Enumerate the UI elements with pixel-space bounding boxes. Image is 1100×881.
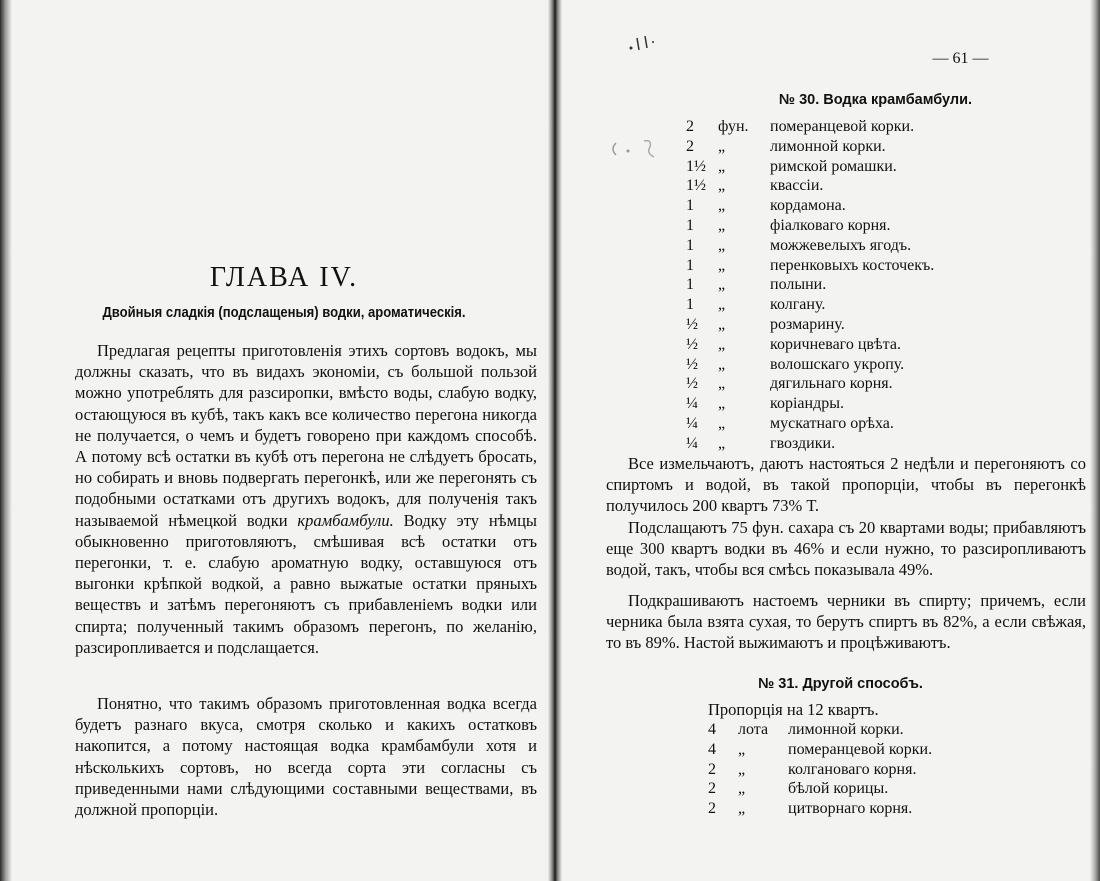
recipe-30-paragraph-2-text: Подслащаютъ 75 фун. сахара съ 20 квартами воды; прибавляютъ еще 300 квартъ водки въ 46% и если нужно, то разсиропливаютъ водой, такъ, чтобы вся смѣсь показывала 49%. [606, 518, 1086, 580]
ingredient-qty: ½ [686, 315, 698, 333]
ingredient-name: померанцевой корки. [788, 740, 933, 758]
ingredient-unit: „ [718, 137, 726, 155]
ingredient-row [686, 117, 934, 137]
ingredient-qty: 1 [686, 236, 694, 254]
paragraph-1 [75, 340, 537, 658]
ingredient-qty: 1 [686, 197, 694, 215]
ingredient-unit: лота [738, 721, 769, 738]
recipe-31-ingredients [708, 720, 932, 819]
ingredient-unit: „ [738, 740, 746, 758]
paragraph-1-text-a: Предлагая рецепты приготовленія этихъ сортовъ водокъ, мы должны сказать, что въ видахъ экономіи, съ большой пользой можно употреблять для разсиропки, вмѣсто воды, слабую водку, остающуюся въ кубѣ, такъ какъ все количество перегона никогда не получается, о чемъ и будетъ говорено при каждомъ способѣ. А потому всѣ остатки въ кубѣ отъ перегона не слѣдуетъ бросать, но собирать и вновь подвергать перегонкѣ, или же перегонять съ подобными остатками отъ другихъ водокъ, для полученія такъ называемой нѣмецкой водки [75, 341, 537, 530]
ingredient-unit: „ [718, 395, 726, 413]
ingredient-row [686, 434, 934, 454]
ingredient-name: римской ромашки. [770, 157, 897, 175]
ingredient-row [686, 394, 934, 414]
ingredient-qty: ¼ [686, 395, 698, 413]
ingredient-row [686, 275, 934, 295]
ingredient-row [708, 740, 932, 760]
ingredient-qty: 1 [686, 296, 694, 314]
ingredient-unit: „ [718, 315, 726, 333]
recipe-30-paragraph-1-text: Все измельчаютъ, даютъ настояться 2 недѣли и перегоняютъ со спиртомъ и водой, въ такой пропорціи, чтобы въ перегонкѣ получилось 200 квартъ 73% Т. [606, 454, 1086, 516]
ingredient-name: колгановаго корня. [788, 760, 917, 778]
ingredient-qty: 2 [708, 800, 716, 818]
ingredient-name: цитворнаго корня. [788, 800, 913, 818]
ingredient-name: померанцевой корки. [770, 118, 915, 135]
ingredient-unit: „ [738, 760, 746, 778]
paragraph-1-text-b: Водку эту нѣмцы обыкновенно приготовляютъ, смѣшивая всѣ остатки отъ перегонки, т. е. слабую ароматную водку, оставшуюся отъ выгонки крѣпкой водкой, а равно выжатые остатки пряныхъ веществъ и затѣмъ перегоняютъ съ прибавленіемъ водки или спирта; полученный такимъ образомъ перегонъ, по желанію, разсиропливается и подслащается. [75, 510, 537, 657]
ingredient-name: дягильнаго корня. [770, 375, 893, 393]
paragraph-2 [75, 693, 537, 820]
ingredient-name: волошскаго укропу. [770, 355, 905, 373]
ingredient-qty: 4 [708, 721, 716, 738]
ingredient-qty: ½ [686, 335, 698, 353]
ingredient-unit: „ [718, 355, 726, 373]
ingredient-row [686, 295, 934, 315]
ingredient-unit: „ [718, 414, 726, 432]
ingredient-row [686, 335, 934, 355]
ingredient-qty: 2 [708, 760, 716, 778]
ingredient-qty: 2 [686, 137, 694, 155]
ingredient-unit: „ [718, 434, 726, 452]
ingredient-unit: „ [718, 296, 726, 314]
left-page [22, 0, 542, 881]
ingredient-row [686, 196, 934, 216]
recipe-30-paragraph-2 [606, 517, 1086, 581]
ingredient-row [708, 760, 932, 780]
ingredient-qty: ¼ [686, 414, 698, 432]
page-number: — 61 — [932, 50, 989, 67]
ingredient-row [686, 256, 934, 276]
ingredient-qty: 1 [686, 256, 694, 274]
ingredient-name: перенковыхъ косточекъ. [770, 256, 935, 274]
chapter-subtitle: Двойныя сладкія (подслащеныя) водки, ароматическія. [102, 305, 466, 321]
paragraph-1-italic: крамбамбули. [297, 510, 394, 530]
ingredient-unit: „ [718, 236, 726, 254]
ingredient-name: лимонной корки. [770, 137, 886, 155]
ingredient-name: розмарину. [770, 315, 845, 333]
chapter-heading: ГЛАВА IV. [209, 262, 359, 293]
ingredient-name: фіалковаго корня. [770, 216, 891, 234]
ingredient-name: коричневаго цвѣта. [770, 335, 901, 353]
ingredient-row [686, 216, 934, 236]
recipe-30-paragraph-3 [606, 590, 1086, 654]
recipe-31-title: № 31. Другой способъ. [758, 676, 923, 692]
faint-stamp [608, 135, 668, 163]
ingredient-unit: „ [718, 216, 726, 234]
ingredient-qty: ½ [686, 355, 698, 373]
ingredient-row [686, 137, 934, 157]
ingredient-name: полыни. [770, 276, 827, 294]
ingredient-row [686, 315, 934, 335]
ingredient-name: мускатнаго орѣха. [770, 414, 894, 432]
recipe-30-paragraph-3-text: Подкрашиваютъ настоемъ черники въ спирту; причемъ, если черника была взята сухая, то берутъ спиртъ въ 82%, а если свѣжая, то въ 89%. Настой выжимаютъ и процѣживаютъ. [606, 591, 1086, 653]
ingredient-row [686, 236, 934, 256]
recipe-30-paragraph-1 [606, 453, 1086, 517]
ingredient-qty: 2 [708, 780, 716, 798]
ingredient-unit: „ [718, 177, 726, 195]
ingredient-name: квассіи. [770, 177, 824, 195]
ingredient-name: лимонной корки. [788, 721, 904, 738]
ingredient-row [708, 779, 932, 799]
ingredient-name: коріандры. [770, 395, 844, 413]
paragraph-2-text: Понятно, что такимъ образомъ приготовленная водка всегда будетъ разнаго вкуса, смотря сколько и какихъ остатковъ накопится, а потому настоящая водка крамбамбули хотя и нѣсколькихъ сортовъ, но всегда сорта эти согласны съ приведенными нами слѣдующими составными веществами, въ должной пропорціи. [75, 694, 537, 820]
ingredient-unit: „ [718, 335, 726, 353]
ingredient-qty: 2 [686, 118, 694, 135]
ingredient-row [686, 374, 934, 394]
ingredient-qty: 1 [686, 276, 694, 294]
ingredient-unit: фун. [718, 118, 749, 135]
recipe-30-ingredients [686, 117, 934, 454]
ingredient-name: кордамона. [770, 197, 846, 215]
ingredient-unit: „ [718, 256, 726, 274]
ingredient-row [686, 157, 934, 177]
ingredient-name: бѣлой корицы. [788, 780, 889, 798]
ingredient-unit: „ [718, 375, 726, 393]
ingredient-name: гвоздики. [770, 434, 836, 452]
ingredient-row [686, 414, 934, 434]
ingredient-qty: 4 [708, 740, 716, 758]
right-page [568, 0, 1093, 881]
ingredient-row [686, 355, 934, 375]
ingredient-row [708, 720, 932, 740]
book-edge-left [0, 0, 12, 881]
ingredient-row [686, 176, 934, 196]
ingredient-unit: „ [738, 780, 746, 798]
ingredient-name: можжевелыхъ ягодъ. [770, 236, 912, 254]
ingredient-qty: ½ [686, 375, 698, 393]
ingredient-row [708, 799, 932, 819]
ingredient-unit: „ [718, 197, 726, 215]
recipe-31-proportion: Пропорція на 12 квартъ. [708, 700, 879, 719]
ingredient-qty: ¼ [686, 434, 698, 452]
ingredient-name: колгану. [770, 296, 826, 314]
book-gutter [548, 0, 562, 881]
ingredient-qty: 1½ [686, 177, 706, 195]
ingredient-unit: „ [718, 157, 726, 175]
ingredient-unit: „ [738, 800, 746, 818]
ingredient-unit: „ [718, 276, 726, 294]
ingredient-qty: 1½ [686, 157, 706, 175]
ingredient-qty: 1 [686, 216, 694, 234]
recipe-30-title: № 30. Водка крамбамбули. [778, 92, 973, 108]
